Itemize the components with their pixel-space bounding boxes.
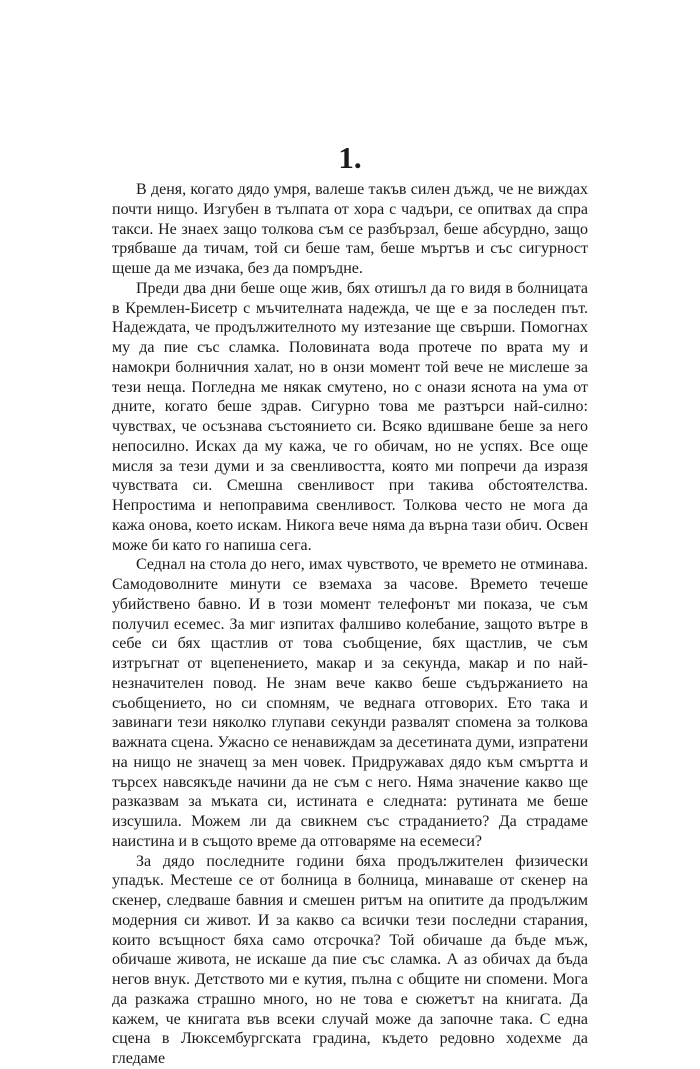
paragraph-2: Преди два дни беше още жив, бях отишъл да го видя в болницата в Кремлен-Бисетр с мъчителната надежда, че ще е за последен път. Надеждата, че продължителното му изтезание ще свърши. Помогнах му да пие със сламка. Половината вода протече по врата му и намокри болничния халат, но в онзи момент той вече не мислеше за тези неща. Погледна ме някак смутено, но с онази яснота на ума от дните, когато беше здрав. Сигурно това ме разтърси най-силно: чувствах, че осъзнава състоянието си. Всяко вдишване беше за него непосилно. Исках да му кажа, че го обичам, но не успях. Все още мисля за тези думи и за свенливостта, която ми попречи да изразя чувствата си. Смешна свенливост при такива обстоятелства. Непростима и непоправима свенливост. Толкова често не мога да кажа онова, което искам. Никога вече няма да върна тази обич. Освен може би като го напиша сега.	[112, 279, 588, 554]
paragraph-3: Седнал на стола до него, имах чувството, че времето не отминава. Самодоволните минути се вземаха за часове. Времето течеше убийствено бавно. И в този момент телефонът ми показа, че съм получил есемес. За миг изпитах фалшиво колебание, защото вътре в себе си бях щастлив от това съобщение, бях щастлив, че съм изтръгнат от вцепенението, макар и за секунда, макар и по най-незначителен повод. Не знам вече какво беше съдържанието на съобщението, но си спомням, че веднага отговорих. Ето така и завинаги тези няколко глупави секунди развалят спомена за толкова важната сцена. Ужасно се ненавиждам за десетината думи, изпратени на нищо не значещ за мен човек. Придружавах дядо към смъртта и търсех навсякъде начини да не съм с него. Няма значение какво ще разказвам за мъката си, истината е следната: рутината ме беше изсушила. Можем ли да свикнем със страданието? Да страдаме наистина и в същото време да отговаряме на есемеси?	[112, 556, 588, 850]
chapter-title: 1.	[338, 140, 362, 175]
body-text	[112, 180, 588, 1069]
paragraph-4: За дядо последните години бяха продължителен физически упадък. Местеше се от болница в болница, минаваше от скенер на скенер, следваше бавния и смешен ритъм на опитите да продължим модерния си живот. И за какво са всички тези последни старания, които всъщност бяха само отсрочка? Той обичаше да бъде мъж, обичаше живота, не искаше да пие със сламка. А аз обичах да бъда негов внук. Детството ми е кутия, пълна с общите ни спомени. Мога да разкажа страшно много, но не това е сюжетът на книгата. Да кажем, че книгата във всеки случай може да започне така. С една сцена в Люксембургската градина, където редовно ходехме да гледаме	[112, 852, 588, 1067]
paragraph-1: В деня, когато дядо умря, валеше такъв силен дъжд, че не виждах почти нищо. Изгубен в тълпата от хора с чадъри, се опитвах да спра такси. Не знаех защо толкова съм се разбързал, беше абсурдно, защо трябваше да тичам, той си беше там, беше мъртъв и със сигурност щеше да ме изчака, без да помръдне.	[112, 181, 588, 277]
